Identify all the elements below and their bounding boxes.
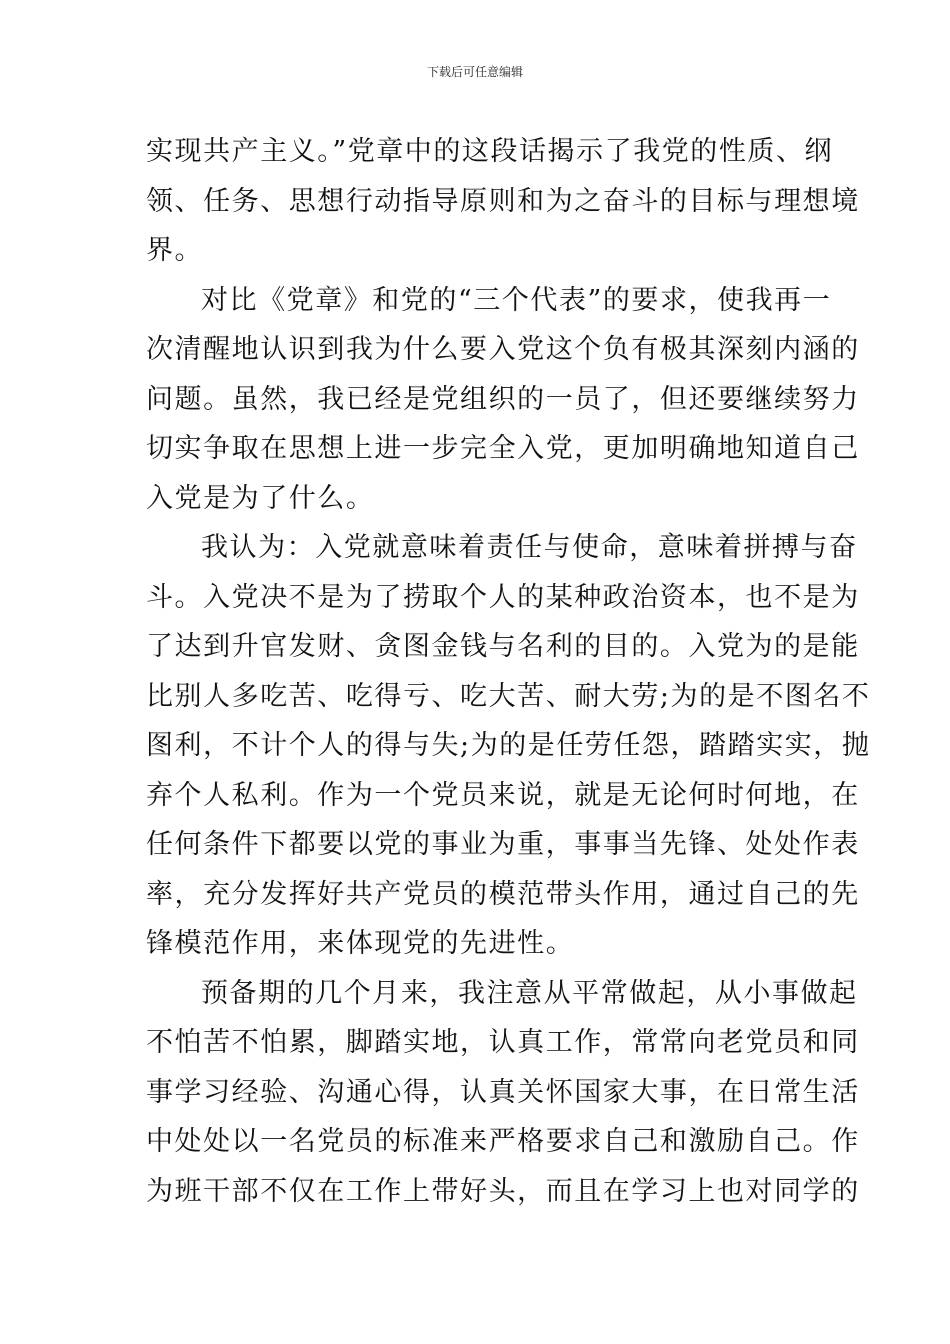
text-line: 比别人多吃苦、吃得亏、吃大苦、耐大劳;为的是不图名不 bbox=[146, 680, 871, 712]
page-header: 下载后可任意编辑 bbox=[426, 65, 523, 79]
text-line: 领、任务、思想行动指导原则和为之奋斗的目标与理想境 bbox=[146, 185, 860, 217]
text-line: 界。 bbox=[146, 235, 204, 266]
text-line: 我认为：入党就意味着责任与使命，意味着拼搏与奋 bbox=[201, 532, 858, 563]
text-line: 弃个人私利。作为一个党员来说，就是无论何时何地，在 bbox=[146, 779, 860, 811]
text-line: 锋模范作用，来体现党的先进性。 bbox=[146, 928, 575, 959]
text-line: 对比《党章》和党的“三个代表”的要求，使我再一 bbox=[201, 284, 832, 316]
text-line: 率，充分发挥好共产党员的模范带头作用，通过自己的先 bbox=[146, 878, 860, 910]
text-line: 问题。虽然，我已经是党组织的一员了，但还要继续努力 bbox=[146, 383, 860, 415]
text-line: 为班干部不仅在工作上带好头，而且在学习上也对同学的 bbox=[146, 1175, 860, 1207]
text-line: 切实争取在思想上进一步完全入党，更加明确地知道自己 bbox=[146, 433, 860, 464]
text-line: 任何条件下都要以党的事业为重，事事当先锋、处处作表 bbox=[146, 829, 860, 860]
text-line: 中处处以一名党员的标准来严格要求自己和激励自己。作 bbox=[146, 1126, 860, 1157]
text-line: 预备期的几个月来，我注意从平常做起，从小事做起 bbox=[201, 977, 858, 1009]
text-line: 不怕苦不怕累，脚踏实地，认真工作，常常向老党员和同 bbox=[146, 1027, 860, 1058]
text-line: 了达到升官发财、贪图金钱与名利的目的。入党为的是能 bbox=[146, 631, 860, 662]
text-line: 图利，不计个人的得与失;为的是任劳任怨，踏踏实实，抛 bbox=[146, 730, 871, 761]
text-line: 斗。入党决不是为了捞取个人的某种政治资本，也不是为 bbox=[146, 581, 860, 613]
text-line: 入党是为了什么。 bbox=[146, 482, 375, 514]
text-line: 事学习经验、沟通心得，认真关怀国家大事，在日常生活 bbox=[146, 1076, 860, 1108]
text-line: 实现共产主义。”党章中的这段话揭示了我党的性质、纲 bbox=[146, 136, 834, 167]
text-line: 次清醒地认识到我为什么要入党这个负有极其深刻内涵的 bbox=[146, 334, 860, 365]
document-body bbox=[146, 127, 871, 1216]
